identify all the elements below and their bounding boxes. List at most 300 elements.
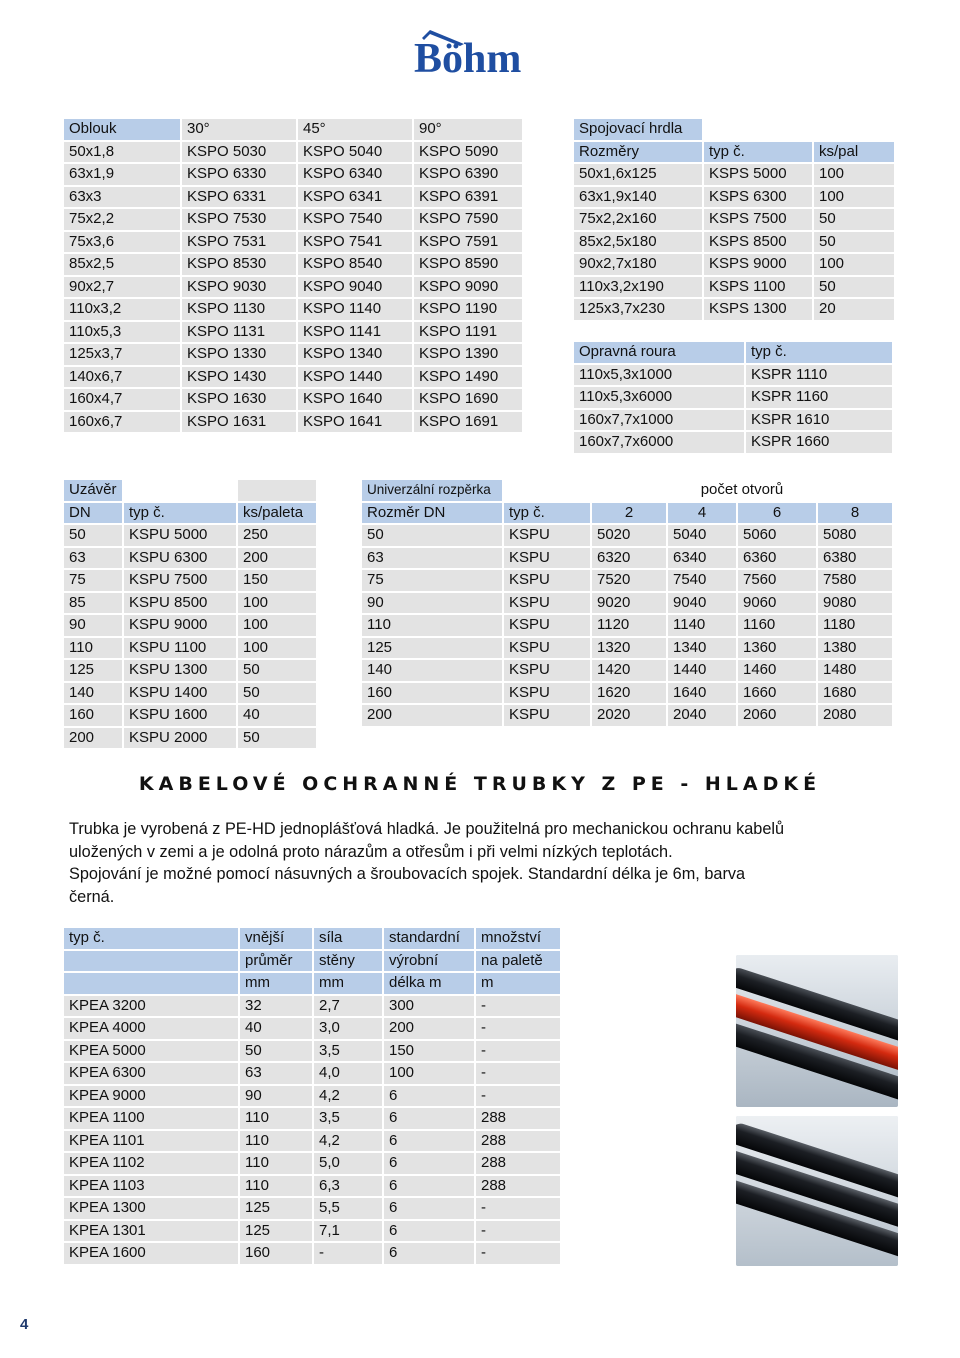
table-row [64,389,522,410]
table-cell: KSPO 1190 [414,299,522,320]
section-description [69,818,895,908]
table-cell: KSPU [504,548,590,569]
table-cell: KSPO 6331 [182,187,296,208]
table-cell: 90 [64,615,122,636]
table-cell: KSPO 6341 [298,187,412,208]
section-heading: KABELOVÉ OCHRANNÉ TRUBKY Z PE - HLADKÉ [138,773,822,795]
table-cell: KSPO 7590 [414,209,522,230]
bohm-logo [412,28,552,76]
table-cell: 6380 [818,548,892,569]
table-cell: 100 [238,615,316,636]
table-cell: 9040 [668,593,736,614]
table-cell: 125 [362,638,502,659]
empty-cell [124,480,236,501]
column-header: typ č. [746,342,892,363]
table-cell: KSPO 1390 [414,344,522,365]
table-cell: 90 [240,1086,312,1107]
table-cell: 40 [238,705,316,726]
table-row [64,683,316,704]
table-cell: 4,0 [314,1063,382,1084]
table-cell: 110x5,3 [64,322,180,343]
table-row [64,277,522,298]
table-cell: 288 [476,1176,560,1197]
column-header: 8 [818,503,892,524]
hrdla-table [572,117,896,322]
table-cell: KPEA 6300 [64,1063,238,1084]
table-cell: KSPO 8530 [182,254,296,275]
table-cell: 150 [384,1041,474,1062]
table-cell: 50 [814,277,894,298]
title-row [574,119,894,140]
table-row [574,410,892,431]
column-header: Opravná roura [574,342,744,363]
column-header: 45° [298,119,412,140]
table-cell: 2,7 [314,996,382,1017]
table-cell: 100 [814,254,894,275]
column-header [64,951,238,972]
table-cell: 6360 [738,548,816,569]
table-cell: 288 [476,1108,560,1129]
table-cell: 1640 [668,683,736,704]
header-row [64,973,560,994]
table-row [64,164,522,185]
table-row [362,705,892,726]
table-cell: KSPU 1100 [124,638,236,659]
table-cell: 250 [238,525,316,546]
header-row [64,928,560,949]
table-row [64,638,316,659]
table-cell: 2020 [592,705,666,726]
table-row [64,322,522,343]
table-cell: 50 [238,660,316,681]
table-cell: KSPO 1630 [182,389,296,410]
table-row [64,1221,560,1242]
table-cell: 1380 [818,638,892,659]
table-cell: 40 [240,1018,312,1039]
table-cell: KSPO 1330 [182,344,296,365]
description-line: Spojování je možné pomocí násuvných a šroubovacích spojek. Standardní délka je 6m, barva [69,865,746,883]
table-cell: KSPO 8540 [298,254,412,275]
title-row [362,480,892,501]
table-cell: 75x2,2 [64,209,180,230]
table-cell: 1140 [668,615,736,636]
table-cell: - [476,1018,560,1039]
table-cell: KSPU 6300 [124,548,236,569]
table-row [362,660,892,681]
table-row [362,638,892,659]
table-cell: 160x7,7x6000 [574,432,744,453]
table-cell: 6 [384,1221,474,1242]
table-cell: KPEA 3200 [64,996,238,1017]
table-cell: KSPU 2000 [124,728,236,749]
table-cell: KPEA 4000 [64,1018,238,1039]
table-row [64,1108,560,1129]
table-cell: KSPO 1130 [182,299,296,320]
table-cell: - [476,1063,560,1084]
table-cell: 85x2,5 [64,254,180,275]
page-number: 4 [20,1316,29,1333]
table-cell: 125 [240,1221,312,1242]
table-cell: 300 [384,996,474,1017]
table-cell: 100 [238,593,316,614]
table-cell: 160 [64,705,122,726]
table-cell: 6 [384,1086,474,1107]
table-cell: 110 [240,1176,312,1197]
header-row [64,119,522,140]
table-cell: KSPU [504,638,590,659]
column-header: typ č. [124,503,236,524]
column-header: ks/paleta [238,503,316,524]
table-row [64,142,522,163]
table-cell: 110x3,2 [64,299,180,320]
table-cell: KSPO 1640 [298,389,412,410]
column-header: 90° [414,119,522,140]
table-cell: 110 [64,638,122,659]
table-cell: 1680 [818,683,892,704]
table-row [64,1198,560,1219]
table-cell: KPEA 1301 [64,1221,238,1242]
table-cell: KPEA 1100 [64,1108,238,1129]
table-cell: KSPU 9000 [124,615,236,636]
table-cell: 1420 [592,660,666,681]
table-cell: KSPO 9090 [414,277,522,298]
table-cell: 50x1,8 [64,142,180,163]
table-cell: KSPO 5090 [414,142,522,163]
table-cell: 6 [384,1176,474,1197]
table-cell: 6 [384,1243,474,1264]
table-cell: KSPO 1191 [414,322,522,343]
table-cell: KSPS 8500 [704,232,812,253]
table-cell: 2040 [668,705,736,726]
table-row [64,1153,560,1174]
column-header [64,973,238,994]
table-row [362,570,892,591]
table-cell: 1660 [738,683,816,704]
table-cell: - [476,1086,560,1107]
table-cell: 1340 [668,638,736,659]
table-row [574,277,894,298]
table-cell: KSPO 5030 [182,142,296,163]
table-cell: KSPS 6300 [704,187,812,208]
table-cell: 2060 [738,705,816,726]
table-cell: KSPO 5040 [298,142,412,163]
table-cell: - [476,996,560,1017]
kpea-table [62,926,562,1266]
table-cell: 110 [362,615,502,636]
table-row [574,254,894,275]
table-row [574,365,892,386]
table-cell: KSPU [504,570,590,591]
table-row [64,570,316,591]
column-header: 6 [738,503,816,524]
header-row [574,142,894,163]
table-cell: 90 [362,593,502,614]
table-cell: 85 [64,593,122,614]
table-cell: 200 [64,728,122,749]
table-cell: 2080 [818,705,892,726]
table-cell: KSPO 6391 [414,187,522,208]
table-cell: KSPO 7541 [298,232,412,253]
table-cell: 110x3,2x190 [574,277,702,298]
table-cell: KSPR 1160 [746,387,892,408]
table-row [64,1131,560,1152]
table-row [64,1243,560,1264]
column-header: délka m [384,973,474,994]
table-cell: 100 [814,187,894,208]
table-row [64,367,522,388]
table-cell: KSPO 1141 [298,322,412,343]
table-title: Univerzální rozpěrka [362,480,502,501]
rozperka-table [360,478,894,728]
table-cell: 140 [64,683,122,704]
table-row [362,525,892,546]
column-header: DN [64,503,122,524]
table-row [362,593,892,614]
table-cell: KSPU [504,593,590,614]
table-cell: KSPO 9040 [298,277,412,298]
table-cell: KSPO 8590 [414,254,522,275]
table-cell: 5020 [592,525,666,546]
table-cell: KSPS 1100 [704,277,812,298]
table-cell: 9060 [738,593,816,614]
table-cell: 100 [238,638,316,659]
column-header: vnější [240,928,312,949]
table-cell: 4,2 [314,1086,382,1107]
table-cell: KSPU 1600 [124,705,236,726]
table-row [64,412,522,433]
table-row [64,728,316,749]
table-cell: 125x3,7x230 [574,299,702,320]
table-cell: 200 [384,1018,474,1039]
table-cell: 20 [814,299,894,320]
table-cell: 63x1,9 [64,164,180,185]
empty-cell [504,480,590,501]
table-cell: KSPS 5000 [704,164,812,185]
header-row [64,503,316,524]
table-cell: - [476,1198,560,1219]
table-cell: 160 [362,683,502,704]
table-cell: 75x2,2x160 [574,209,702,230]
column-header: typ č. [704,142,812,163]
column-header: mm [314,973,382,994]
table-cell: 125 [64,660,122,681]
table-cell: 90x2,7 [64,277,180,298]
description-line: černá. [69,887,115,906]
pipe-photo-black [736,1116,898,1266]
table-cell: KSPO 9030 [182,277,296,298]
table-title: Uzávěr [64,480,122,501]
table-cell: 63 [240,1063,312,1084]
table-row [362,615,892,636]
table-cell: 110x5,3x6000 [574,387,744,408]
column-header: ks/pal [814,142,894,163]
column-header: množství [476,928,560,949]
table-cell: 160x7,7x1000 [574,410,744,431]
table-cell: 50 [238,728,316,749]
title-row [64,480,316,501]
description-line [69,841,895,864]
table-cell: KSPU [504,615,590,636]
table-row [64,548,316,569]
table-cell: KSPO 1490 [414,367,522,388]
table-row [64,996,560,1017]
table-cell: 7520 [592,570,666,591]
table-cell: KPEA 1300 [64,1198,238,1219]
column-header: typ č. [504,503,590,524]
table-cell: 1320 [592,638,666,659]
pipe-photo-red [736,955,898,1107]
table-cell: 7,1 [314,1221,382,1242]
table-cell: KSPS 1300 [704,299,812,320]
table-row [64,1063,560,1084]
table-cell: 7540 [668,570,736,591]
table-cell: 4,2 [314,1131,382,1152]
table-cell: 140 [362,660,502,681]
table-cell: KSPU 8500 [124,593,236,614]
header-row [574,342,892,363]
table-row [64,187,522,208]
table-cell: KSPO 6340 [298,164,412,185]
header-row [362,503,892,524]
table-row [64,1086,560,1107]
column-header: na paletě [476,951,560,972]
uzaver-table [62,478,318,750]
column-header: síla [314,928,382,949]
table-cell: KPEA 9000 [64,1086,238,1107]
table-cell: KSPU [504,705,590,726]
table-cell: 90x2,7x180 [574,254,702,275]
table-cell: 5080 [818,525,892,546]
table-cell: KSPU [504,660,590,681]
table-cell: KSPR 1660 [746,432,892,453]
table-cell: 75x3,6 [64,232,180,253]
table-row [64,344,522,365]
table-cell: KSPU 1300 [124,660,236,681]
table-cell: 75 [362,570,502,591]
table-row [362,548,892,569]
table-cell: 63 [362,548,502,569]
table-cell: 63x3 [64,187,180,208]
table-cell: 1620 [592,683,666,704]
table-cell: KSPR 1110 [746,365,892,386]
column-header: stěny [314,951,382,972]
table-cell: 1360 [738,638,816,659]
column-header: mm [240,973,312,994]
table-cell: 110x5,3x1000 [574,365,744,386]
table-cell: 85x2,5x180 [574,232,702,253]
table-row [574,432,892,453]
table-cell: 6 [384,1153,474,1174]
table-cell: 6340 [668,548,736,569]
table-row [64,209,522,230]
table-cell: 9020 [592,593,666,614]
table-row [64,254,522,275]
table-cell: KSPS 7500 [704,209,812,230]
empty-cell [814,119,894,140]
table-cell: KSPO 1140 [298,299,412,320]
table-cell: 9080 [818,593,892,614]
table-cell: 3,5 [314,1108,382,1129]
table-cell: 6 [384,1198,474,1219]
table-cell: 32 [240,996,312,1017]
table-cell: 6 [384,1108,474,1129]
table-cell: 3,0 [314,1018,382,1039]
table-cell: KPEA 1600 [64,1243,238,1264]
table-cell: 200 [362,705,502,726]
table-cell: 5,0 [314,1153,382,1174]
table-cell: 5,5 [314,1198,382,1219]
table-cell: 50x1,6x125 [574,164,702,185]
table-cell: KSPR 1610 [746,410,892,431]
table-cell: KSPO 1430 [182,367,296,388]
table-cell: 63 [64,548,122,569]
table-cell: - [476,1041,560,1062]
table-cell: KSPU 7500 [124,570,236,591]
table-row [574,209,894,230]
table-cell: 50 [362,525,502,546]
table-cell: 288 [476,1131,560,1152]
table-cell: KSPU 5000 [124,525,236,546]
table-cell: KSPO 7530 [182,209,296,230]
logo-text: Böhm [414,36,522,76]
table-cell: 6 [384,1131,474,1152]
table-cell: 110 [240,1108,312,1129]
table-cell: 288 [476,1153,560,1174]
table-cell: 1440 [668,660,736,681]
table-cell: 100 [384,1063,474,1084]
table-row [64,525,316,546]
column-header: standardní [384,928,474,949]
table-cell: KSPO 1691 [414,412,522,433]
column-header: 4 [668,503,736,524]
table-cell: - [476,1221,560,1242]
table-cell: 3,5 [314,1041,382,1062]
empty-cell [238,480,316,501]
table-row [64,1041,560,1062]
table-cell: KSPO 1340 [298,344,412,365]
column-header: typ č. [64,928,238,949]
table-row [574,164,894,185]
table-cell: - [476,1243,560,1264]
table-cell: KSPO 1641 [298,412,412,433]
table-cell: KSPO 7540 [298,209,412,230]
column-header: Rozměry [574,142,702,163]
table-row [64,615,316,636]
table-cell: 50 [240,1041,312,1062]
table-cell: 5060 [738,525,816,546]
table-cell: 6320 [592,548,666,569]
table-row [64,1176,560,1197]
oblouk-table [62,117,524,434]
table-cell: 1460 [738,660,816,681]
table-row [574,299,894,320]
table-cell: KSPU [504,525,590,546]
table-cell: 125x3,7 [64,344,180,365]
table-cell: 125 [240,1198,312,1219]
column-header: výrobní [384,951,474,972]
table-cell: 1180 [818,615,892,636]
table-cell: 1120 [592,615,666,636]
table-cell: 150 [238,570,316,591]
table-row [64,593,316,614]
table-row [64,660,316,681]
table-cell: 160x6,7 [64,412,180,433]
table-cell: KSPO 7591 [414,232,522,253]
table-cell: 160x4,7 [64,389,180,410]
column-header: průměr [240,951,312,972]
table-cell: KPEA 5000 [64,1041,238,1062]
table-title: Spojovací hrdla [574,119,702,140]
